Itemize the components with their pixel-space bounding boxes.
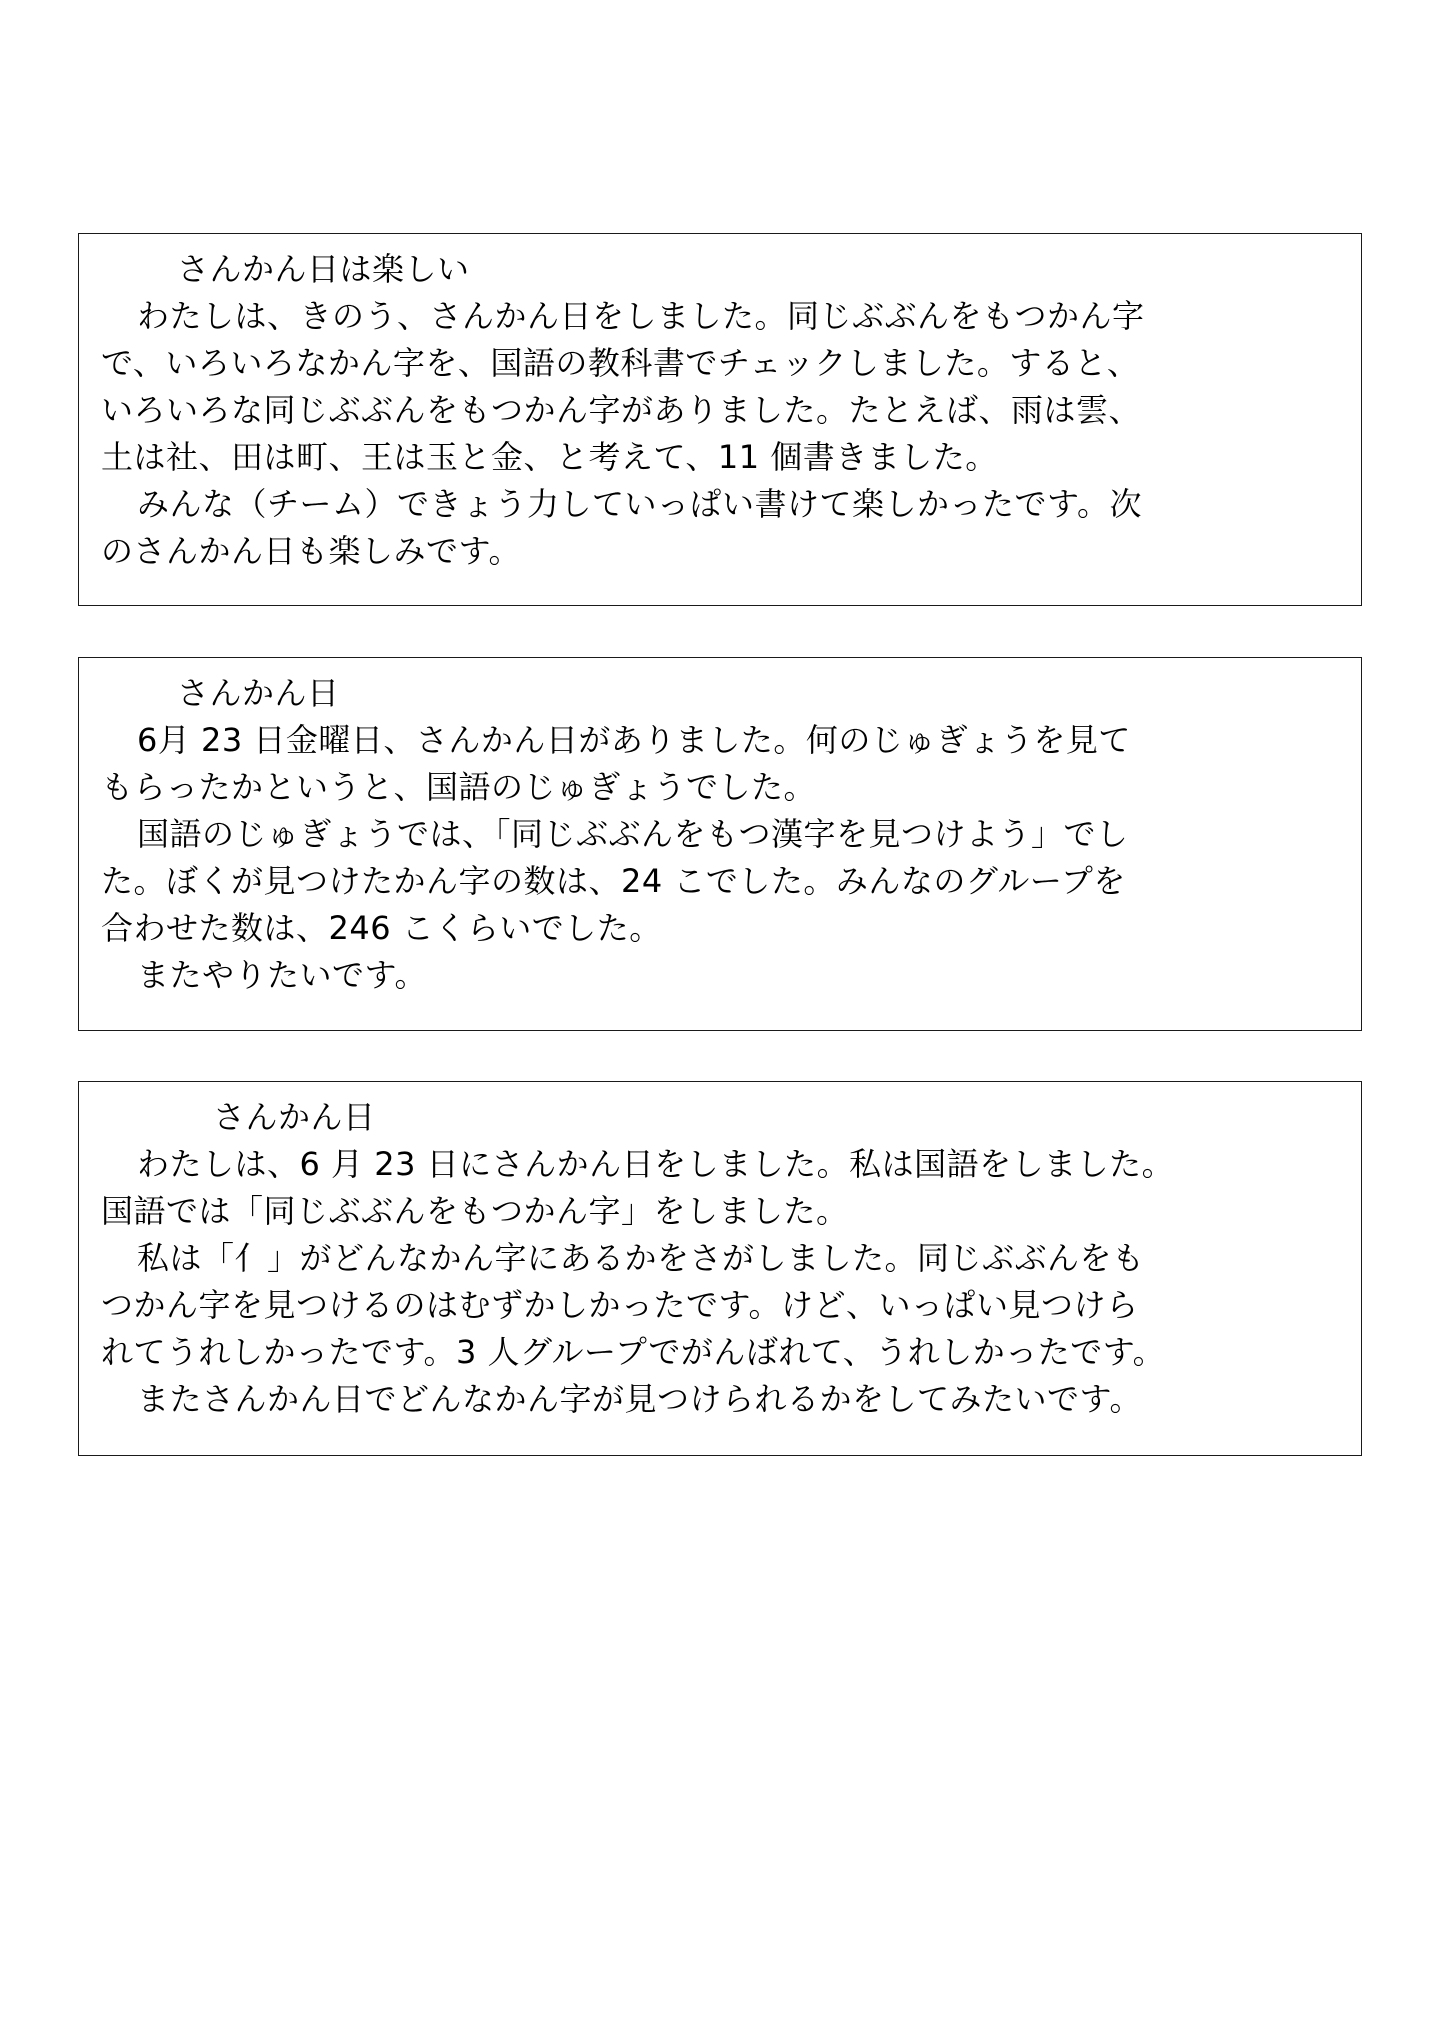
essay-line: 6月 23 日金曜日、さんかん日がありました。何のじゅぎょうを見て	[137, 721, 1131, 759]
essay-line: もらったかというと、国語のじゅぎょうでした。	[101, 768, 817, 806]
essay-box-1	[78, 233, 1362, 606]
essay-box-2	[78, 657, 1362, 1031]
essay-line: またやりたいです。	[137, 956, 427, 994]
essay-line: た。ぼくが見つけたかん字の数は、24 こでした。みんなのグループを	[101, 862, 1126, 900]
essay-line: みんな（チーム）できょう力していっぱい書けて楽しかったです。次	[137, 485, 1142, 523]
essay-line: のさんかん日も楽しみです。	[101, 532, 521, 570]
essay-line: 私は「亻」がどんなかん字にあるかをさがしました。同じぶぶんをも	[137, 1239, 1145, 1277]
essay-line: つかん字を見つけるのはむずかしかったです。けど、いっぱい見つけら	[101, 1286, 1139, 1324]
essay-line: 国語では「同じぶぶんをもつかん字」をしました。	[101, 1192, 849, 1230]
essay-line: わたしは、6 月 23 日にさんかん日をしました。私は国語をしました。	[137, 1145, 1175, 1183]
essay-line: 土は社、田は町、王は玉と金、と考えて、11 個書きました。	[101, 438, 998, 476]
essay-title: さんかん日は楽しい	[177, 250, 470, 288]
essay-line: で、いろいろなかん字を、国語の教科書でチェックしました。すると、	[101, 344, 1140, 382]
essay-box-3	[78, 1081, 1362, 1456]
essay-line: れてうれしかったです。3 人グループでがんばれて、うれしかったです。	[101, 1333, 1166, 1371]
essay-line: わたしは、きのう、さんかん日をしました。同じぶぶんをもつかん字	[137, 297, 1145, 335]
essay-line: またさんかん日でどんなかん字が見つけられるかをしてみたいです。	[137, 1380, 1142, 1418]
essay-title: さんかん日	[213, 1098, 376, 1136]
essay-title: さんかん日	[177, 674, 340, 712]
essay-line: 国語のじゅぎょうでは、「同じぶぶんをもつ漢字を見つけよう」でし	[137, 815, 1129, 853]
essay-line: いろいろな同じぶぶんをもつかん字がありました。たとえば、雨は雲、	[101, 391, 1142, 429]
essay-line: 合わせた数は、246 こくらいでした。	[101, 909, 662, 947]
